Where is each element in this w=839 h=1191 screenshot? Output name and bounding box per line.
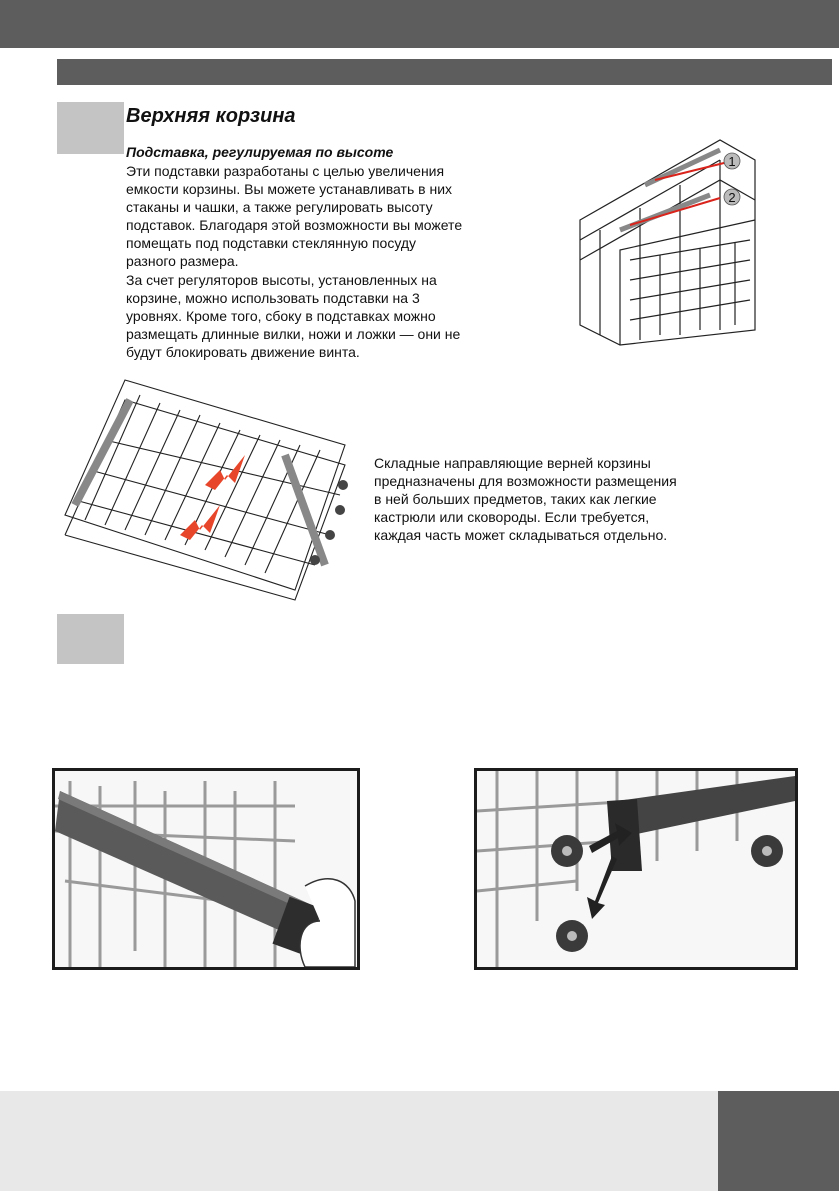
callout-label-1: 1	[728, 154, 736, 169]
description-paragraph: Эти подставки разработаны с целью увеличения емкости корзины. Вы можете устанавливать в них стаканы и чашки, а также регулировать высоту подставок. Благодаря этой возможности вы можете помещать под подставки стеклянную посуду разного размера.	[126, 163, 463, 269]
header-bar	[0, 0, 839, 48]
section-bar	[57, 59, 832, 85]
page-number-block	[718, 1091, 839, 1191]
description-paragraph: За счет регуляторов высоты, установленных на корзине, можно использовать подставки на 3 уровнях. Кроме того, сбоку в подставках можно размещать длинные вилки, ножи и ложки — они не будут блокировать движение винта.	[126, 272, 461, 360]
foldable-guides-paragraph: Складные направляющие верней корзины предназначены для возможности размещения в ней больших предметов, таких как легкие кастрюли или сковороды. Если требуется, каждая часть может складываться отдельно.	[374, 455, 677, 543]
callout-label-2: 2	[728, 190, 736, 205]
cup-shelf-illustration	[560, 130, 760, 350]
rail-adjustment-photo	[52, 768, 360, 970]
section-marker-box	[57, 102, 124, 154]
section-title: Верхняя корзина	[126, 105, 296, 127]
rail-wheels-photo	[474, 768, 798, 970]
footer-bar	[0, 1091, 839, 1191]
subsection-title: Подставка, регулируемая по высоте	[126, 144, 394, 160]
upper-basket-illustration	[55, 375, 355, 605]
section-marker-box	[57, 614, 124, 664]
